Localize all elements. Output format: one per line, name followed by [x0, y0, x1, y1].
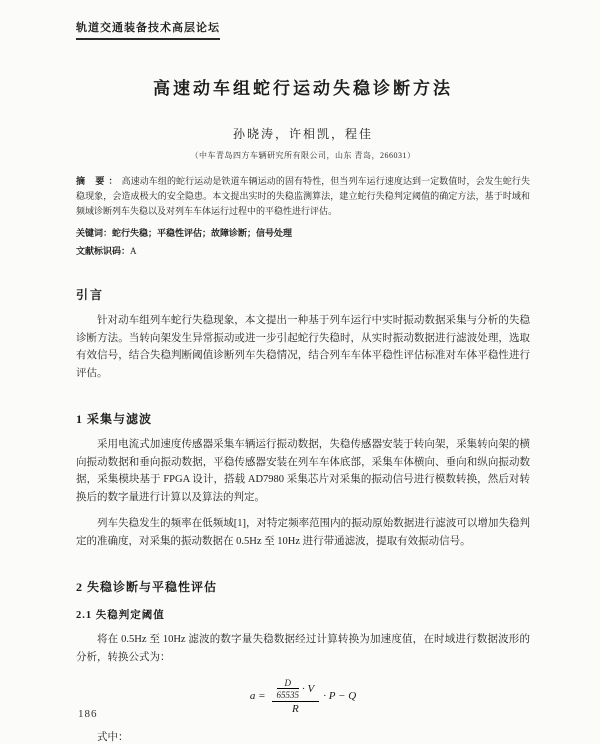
subsection-heading-2-1: 2.1 失稳判定阈值: [76, 610, 165, 621]
formula-numerator-suffix: · V: [302, 683, 315, 695]
doc-code-value: A: [130, 246, 137, 256]
section1-paragraph-2: 列车失稳发生的频率在低频域[1]，对特定频率范围内的振动原始数据进行滤波可以增加失稳判定的准确度，对采集的振动数据在 0.5Hz 至 10Hz 进行带通滤波，提取有效振动信号。: [76, 518, 530, 547]
doc-code-label: 文献标识码：: [76, 246, 131, 256]
doc-code-line: [76, 245, 530, 258]
formula-outer-fraction: [272, 678, 320, 715]
formula-inner-numerator: D: [277, 678, 300, 689]
formula-inner-denominator: 65535: [276, 690, 300, 700]
section-heading-2: 2 失稳诊断与平稳性评估: [76, 580, 218, 594]
conversion-formula: [76, 678, 530, 715]
section-heading-1: 1 采集与滤波: [76, 412, 153, 426]
keywords-text: 蛇行失稳；平稳性评估；故障诊断；信号处理: [112, 228, 293, 238]
keywords-label: 关键词：: [76, 228, 113, 238]
paper-title: 高速动车组蛇行运动失稳诊断方法: [153, 79, 453, 98]
formula-inner-fraction: [277, 678, 300, 700]
formula-where-label: 式中：: [97, 732, 129, 743]
formula-tail: · P − Q: [323, 690, 357, 703]
section-heading-intro: 引言: [76, 288, 105, 302]
page-number: 186: [78, 708, 98, 720]
formula-denominator: R: [292, 703, 299, 715]
authors-line: 孙晓涛，许相凯，程佳: [232, 127, 373, 141]
abstract-block: [76, 174, 530, 219]
affiliation-line: （中车青岛四方车辆研究所有限公司，山东 青岛，266031）: [190, 151, 416, 160]
keywords-line: [76, 227, 530, 240]
abstract-label: 摘 要：: [76, 176, 122, 186]
intro-paragraph: 针对动车组列车蛇行失稳现象，本文提出一种基于列车运行中实时振动数据采集与分析的失稳诊断方法。当转向架发生异常振动或进一步引起蛇行失稳时，从实时振动数据进行滤波处理，选取有效信号，结合失稳判断阈值诊断列车失稳情况，结合列车车体平稳性评估标准对车体平稳性进行评估。: [76, 315, 530, 379]
formula-lhs: a =: [249, 690, 266, 703]
subsection-2-1-paragraph: 将在 0.5Hz 至 10Hz 滤波的数字量失稳数据经过计算转换为加速度值，在时域进行数据波形的分析，转换公式为：: [76, 634, 530, 663]
forum-header: 轨道交通装备技术高层论坛: [76, 19, 220, 40]
abstract-text: 高速动车组的蛇行运动是铁道车辆运动的固有特性，但当列车运行速度达到一定数值时，会发生蛇行失稳现象，会造成极大的安全隐患。本文提出实时的失稳监测算法，建立蛇行失稳判定阈值的确定方法，基于时域和频域诊断列车失稳以及对列车车体运行过程中的平稳性进行评估。: [76, 176, 530, 216]
section1-paragraph-1: 采用电流式加速度传感器采集车辆运行振动数据，失稳传感器安装于转向架，采集转向架的横向振动数据和垂向振动数据，平稳传感器安装在列车车体底部，采集车体横向、垂向和纵向振动数据，采集模块基于 FPGA 设计，搭载 AD7980 采集芯片对采集的振动信号进行模数转换，然后对转换后的数字量进行计算以及算法的判定。: [76, 439, 530, 503]
